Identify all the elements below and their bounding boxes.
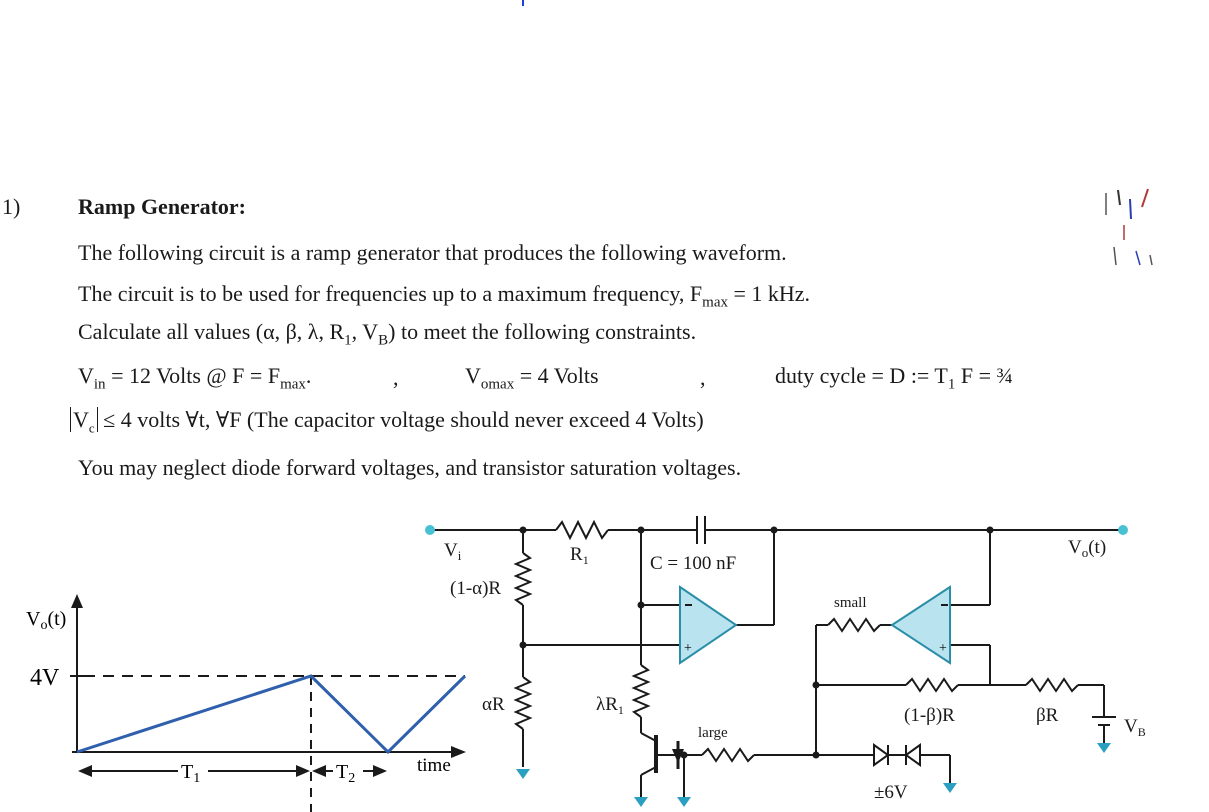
calc-sub-b: B [378, 332, 389, 349]
t2-arrow-left [312, 765, 326, 777]
vc-sub: c [88, 420, 95, 436]
vomax-constraint [465, 363, 599, 393]
duty-text: duty cycle = D := T [775, 363, 948, 388]
large-label: large [698, 725, 728, 741]
vin-eq: = 12 Volts @ F = F [105, 363, 281, 388]
vin-label: V [78, 363, 94, 388]
resistor-lambda-r1 [634, 665, 648, 717]
scan-artifact [1100, 185, 1160, 270]
description-line-2 [78, 281, 810, 311]
ramp-waveform [77, 676, 465, 752]
supply-label: ±6V [874, 782, 908, 803]
resistor-1-minus-beta [906, 679, 958, 691]
fmax-text: The circuit is to be used for frequencies up to a maximum frequency, F [78, 281, 703, 306]
svg-text:+: + [939, 641, 947, 656]
resistor-r1 [556, 522, 608, 538]
vin-sub: in [93, 376, 106, 393]
stray-mark [522, 0, 524, 6]
lambda-r1-label: $\lambda R_1$ [596, 694, 624, 717]
calc-rest: , V [351, 319, 379, 344]
waveform-graph [0, 590, 480, 812]
calc-end: ) to meet the following constraints. [388, 319, 697, 344]
calc-text: Calculate all values (α, β, λ, R [78, 319, 345, 344]
vin-constraint [78, 363, 311, 393]
vomax-eq: = 4 Volts [514, 363, 599, 388]
resistor-beta [1026, 679, 1078, 691]
x-axis-label: time [417, 755, 451, 776]
comma-2: , [700, 365, 706, 390]
description-line-3 [78, 319, 696, 349]
resistor-alpha-bottom [516, 677, 530, 729]
level-label: 4V [30, 665, 60, 691]
vin-end: . [305, 363, 312, 388]
vc-abs [70, 407, 98, 436]
comma-1: , [393, 365, 399, 390]
resistor-large [702, 749, 754, 761]
vi-terminal[interactable] [425, 525, 435, 535]
vomax-label: V [465, 363, 481, 388]
vi-label: $V_i$ [444, 540, 462, 563]
problem-title: Ramp Generator: [78, 194, 247, 219]
beta-label: βR [1036, 705, 1059, 726]
t1-arrow-left [78, 765, 92, 777]
vc-label: V [73, 407, 89, 432]
alpha-bottom-label: αR [482, 694, 505, 715]
description-line-4: You may neglect diode forward voltages, and transistor saturation voltages. [78, 455, 742, 480]
fmax-value: = 1 kHz. [727, 281, 811, 306]
svg-text:+: + [684, 641, 692, 656]
problem-number: 1) [2, 194, 21, 219]
vc-text: ≤ 4 volts ∀t, ∀F (The capacitor voltage should never exceed 4 Volts) [103, 407, 704, 432]
cap-label: C = 100 nF [650, 553, 737, 574]
y-axis-label: $V_o(t)$ [26, 608, 67, 633]
y-axis-arrow [71, 594, 83, 608]
vc-constraint [70, 407, 704, 436]
t2-label: $T_2$ [336, 761, 356, 786]
circuit-diagram [410, 505, 1209, 812]
calc-sub: 1 [344, 332, 352, 349]
t1-arrow-right [296, 765, 310, 777]
opamp-integrator [680, 587, 736, 663]
vin-sub2: max [280, 376, 306, 393]
alpha-top-label: (1-α)R [450, 578, 502, 599]
t2-arrow-right [373, 765, 387, 777]
duty-sub: 1 [947, 376, 956, 393]
vomax-sub: omax [480, 376, 515, 393]
one-minus-beta-label: (1-β)R [904, 705, 955, 726]
vo-terminal[interactable] [1118, 525, 1128, 535]
opamp-comparator [892, 587, 950, 663]
r1-label: $R_1$ [570, 544, 589, 567]
duty-end: F = ¾ [955, 363, 1014, 388]
small-label: small [834, 595, 867, 611]
circuit-labels [444, 537, 1146, 803]
duty-constraint [775, 363, 1013, 393]
vo-label: $V_o(t)$ [1068, 537, 1107, 560]
description-line-1: The following circuit is a ramp generator that produces the following waveform. [78, 240, 787, 265]
fmax-sub: max [702, 294, 728, 311]
vb-label: $V_B$ [1124, 716, 1146, 739]
t1-label: $T_1$ [181, 761, 201, 786]
resistor-alpha-top [516, 553, 530, 605]
resistor-small [828, 619, 880, 631]
